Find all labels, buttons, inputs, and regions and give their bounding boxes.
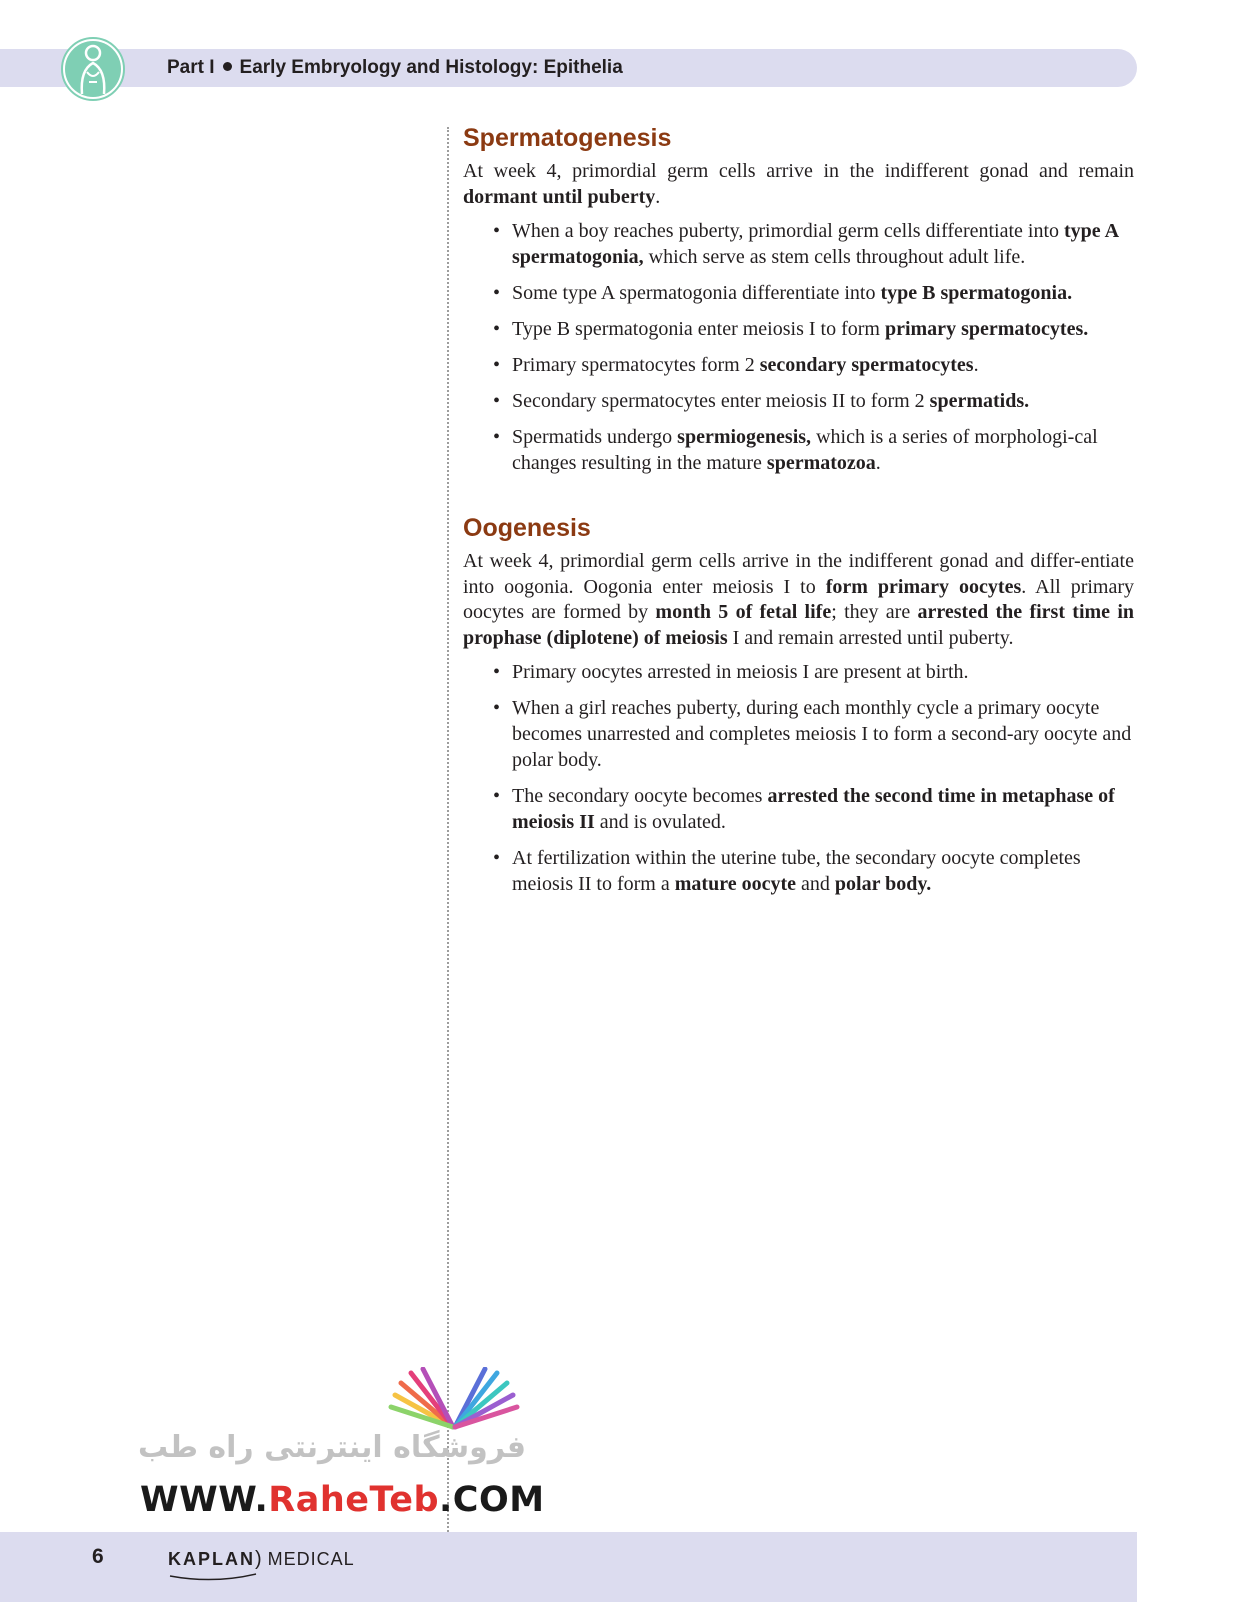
- bold-term: spermatozoa: [766, 452, 876, 474]
- header-title-text: Early Embryology and Histology: Epithelia: [239, 57, 623, 78]
- text-run: and: [796, 873, 835, 895]
- bold-term: primary spermatocytes.: [884, 318, 1089, 340]
- header-part: Part I: [167, 57, 215, 78]
- brand-paren-glyph: ): [255, 1548, 262, 1570]
- page-number: 6: [92, 1545, 104, 1568]
- list-item: [512, 424, 1134, 476]
- text-run: When a boy reaches puberty, primordial germ cells differentiate into: [512, 220, 1065, 242]
- bold-term: polar body.: [834, 873, 932, 895]
- header-separator-dot: [223, 62, 232, 71]
- bold-term: arrested the second time in metaphase of meiosis II: [512, 785, 1115, 833]
- watermark-url-suffix: .COM: [439, 1480, 545, 1520]
- running-header: [167, 57, 623, 79]
- text-run: .: [655, 185, 661, 208]
- list-item: [512, 316, 1134, 342]
- text-run: Type B spermatogonia enter meiosis I to form: [512, 318, 885, 340]
- text-run: Primary spermatocytes form 2: [512, 354, 760, 376]
- text-run: At week 4, primordial germ cells arrive in the indifferent gonad and remain: [463, 160, 1134, 182]
- bold-term: spermiogenesis,: [677, 426, 812, 448]
- list-item: [512, 388, 1134, 414]
- bold-term: arrested the first time in prophase (diplotene) of meiosis: [463, 601, 1135, 649]
- bold-term: mature oocyte: [674, 873, 796, 895]
- bullet-list: [463, 659, 1134, 897]
- watermark-url-prefix: WWW.: [140, 1480, 269, 1520]
- bold-term: secondary spermatocytes: [759, 354, 974, 376]
- bold-term: month 5 of fetal life: [655, 601, 832, 623]
- open-book-logo-icon: [387, 1367, 521, 1433]
- bold-term: type A spermatogonia,: [512, 220, 1118, 268]
- text-run: Some type A spermatogonia differentiate into: [512, 282, 881, 304]
- watermark-url[interactable]: [140, 1480, 545, 1520]
- text-run: .: [875, 452, 881, 474]
- text-run: At fertilization within the uterine tube, the secondary oocyte completes meiosis II to form a: [512, 847, 1081, 895]
- text-run: Spermatids undergo: [512, 426, 678, 448]
- bold-term: dormant until puberty: [463, 185, 656, 208]
- bold-term: form primary oocytes: [825, 575, 1022, 598]
- list-item: [512, 352, 1134, 378]
- publisher-brand: [168, 1548, 355, 1571]
- text-run: and is ovulated.: [594, 811, 726, 833]
- main-content: [463, 122, 1134, 907]
- brand-suffix: MEDICAL: [267, 1549, 355, 1569]
- text-run: At week 4, primordial germ cells arrive in the indifferent gonad and differ-entiate into oogonia. Oogonia enter meiosis I to: [463, 550, 1134, 598]
- bold-term: type B spermatogonia.: [880, 282, 1073, 304]
- text-run: Secondary spermatocytes enter meiosis II to form 2: [512, 390, 930, 412]
- text-run: which is a series of morphologi-cal changes resulting in the mature: [512, 426, 1098, 474]
- text-run: Primary oocytes arrested in meiosis I are present at birth.: [512, 661, 969, 683]
- column-divider: [447, 127, 449, 1532]
- text-run: I and remain arrested until puberty.: [727, 626, 1014, 649]
- list-item: [512, 783, 1134, 835]
- text-run: which serve as stem cells throughout adult life.: [643, 246, 1026, 268]
- list-item: [512, 659, 1134, 685]
- watermark-url-brand: RaheTeb: [268, 1480, 440, 1520]
- anatomy-figure-icon: [60, 36, 126, 102]
- list-item: [512, 280, 1134, 306]
- list-item: [512, 218, 1134, 270]
- bold-term: spermatids.: [929, 390, 1030, 412]
- bullet-list: [463, 218, 1134, 476]
- list-item: [512, 845, 1134, 897]
- section-heading-spermatogenesis: Spermatogenesis: [463, 124, 672, 152]
- text-run: .: [973, 354, 979, 376]
- text-run: . All primary oocytes are formed by: [463, 575, 1134, 623]
- brand-name: KAPLAN: [168, 1549, 255, 1569]
- section-intro: [463, 159, 1134, 210]
- brand-swoosh-icon: [168, 1572, 260, 1582]
- watermark-store-name: فروشگاه اینترنتی راه طب: [137, 1430, 527, 1465]
- section-heading-oogenesis: Oogenesis: [463, 514, 591, 542]
- section-intro: [463, 549, 1134, 651]
- text-run: ; they are: [831, 601, 918, 623]
- list-item: [512, 695, 1134, 773]
- text-run: The secondary oocyte becomes: [512, 785, 768, 807]
- text-run: When a girl reaches puberty, during each monthly cycle a primary oocyte becomes unarrested and completes meiosis I to form a second-ary oocyte and polar body.: [512, 697, 1132, 771]
